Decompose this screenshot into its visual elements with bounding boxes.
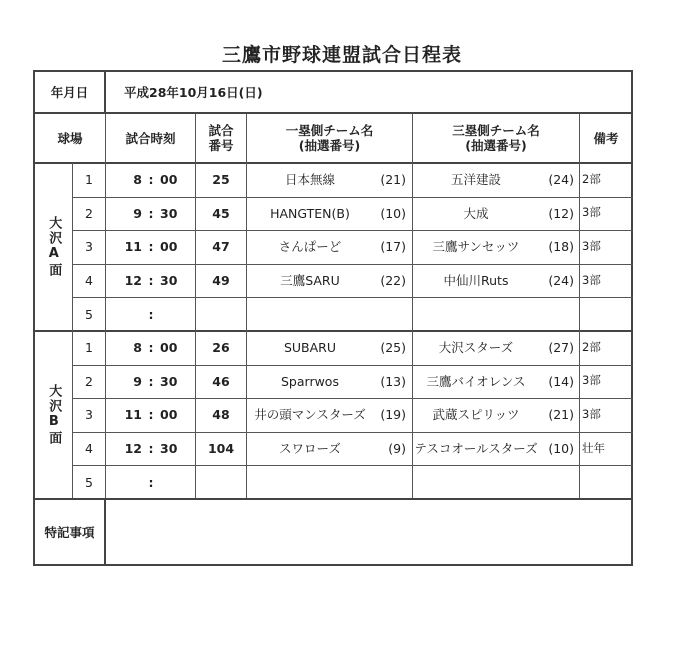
division-note: [582, 465, 630, 499]
match-number: 48: [212, 407, 230, 423]
match-number: 45: [212, 205, 230, 221]
third-base-team: テスコオールスターズ: [414, 441, 538, 457]
first-base-team: [250, 465, 370, 499]
start-minute: 00: [160, 407, 178, 423]
row-number: 4: [85, 441, 93, 457]
start-hour: 12: [124, 273, 142, 289]
division-note: 3部: [582, 373, 601, 388]
division-note: 壮年: [582, 440, 605, 455]
first-base-lot-number: (25): [380, 340, 406, 356]
match-number: [196, 297, 246, 331]
division-note: [582, 297, 630, 331]
header-third-base-line1: 三塁側チーム名: [452, 123, 540, 138]
start-minute: 00: [160, 239, 178, 255]
header-match-number: [196, 114, 246, 162]
remarks-label: 特記事項: [44, 524, 95, 540]
match-number: 104: [207, 441, 235, 457]
time-separator: :: [148, 407, 154, 423]
first-base-team: [250, 297, 370, 331]
start-hour: 11: [124, 407, 142, 423]
match-number: 26: [212, 340, 230, 356]
start-hour: 9: [133, 205, 142, 221]
time-separator: :: [148, 373, 154, 389]
division-note: 2部: [582, 171, 601, 186]
third-base-team: 大成: [463, 205, 489, 221]
start-minute: 30: [160, 441, 178, 457]
start-minute: 30: [160, 205, 178, 221]
first-base-team: 三鷹SARU: [280, 273, 340, 289]
start-minute: 00: [160, 340, 178, 356]
start-minute: 30: [160, 273, 178, 289]
time-separator: :: [148, 340, 154, 356]
first-base-team: スワローズ: [279, 441, 341, 457]
first-base-team: HANGTEN(B): [270, 205, 350, 221]
remarks-value: [110, 500, 630, 564]
venue-label: 大沢B面: [46, 383, 62, 446]
first-base-lot-number: (13): [380, 373, 406, 389]
header-first-base-team: [247, 114, 412, 162]
header-match-number-line1: 試合: [208, 123, 234, 138]
third-base-team: 五洋建設: [450, 172, 501, 188]
row-number: 3: [85, 407, 93, 423]
divider: [579, 113, 580, 498]
start-hour: [106, 465, 142, 499]
start-minute: [160, 465, 190, 499]
start-hour: 12: [124, 441, 142, 457]
third-base-lot-number: [538, 297, 574, 331]
row-number: 5: [85, 474, 93, 490]
row-number: 2: [85, 373, 93, 389]
document-title: 三鷹市野球連盟試合日程表: [221, 44, 462, 66]
time-separator: :: [148, 172, 154, 188]
header-first-base-line2: (抽選番号): [298, 138, 361, 153]
divider: [104, 70, 106, 114]
first-base-team: 井の頭マンスターズ: [254, 407, 366, 423]
third-base-team: [414, 297, 538, 331]
division-note: 3部: [582, 239, 601, 254]
row-number: 1: [85, 340, 93, 356]
first-base-team: さんぱーど: [278, 239, 342, 255]
third-base-lot-number: (21): [548, 407, 574, 423]
header-third-base-team: [413, 114, 579, 162]
third-base-team: 三鷹サンセッツ: [432, 239, 520, 255]
third-base-lot-number: (27): [548, 340, 574, 356]
division-note: 2部: [582, 339, 601, 354]
division-note: 3部: [582, 205, 601, 220]
time-separator: :: [148, 306, 154, 322]
time-separator: :: [148, 239, 154, 255]
time-separator: :: [148, 205, 154, 221]
third-base-team: 三鷹バイオレンス: [426, 373, 526, 389]
third-base-team: 中仙川Ruts: [443, 273, 509, 289]
time-separator: :: [148, 273, 154, 289]
first-base-lot-number: [370, 297, 406, 331]
first-base-lot-number: [370, 465, 406, 499]
first-base-lot-number: (21): [380, 172, 406, 188]
header-time: 試合時刻: [125, 130, 176, 146]
third-base-lot-number: (14): [548, 373, 574, 389]
row-number: 3: [85, 239, 93, 255]
first-base-team: SUBARU: [283, 340, 337, 356]
row-number: 1: [85, 172, 93, 188]
third-base-team: [414, 465, 538, 499]
first-base-lot-number: (17): [380, 239, 406, 255]
match-number: [196, 465, 246, 499]
first-base-lot-number: (10): [380, 205, 406, 221]
venue-label: 大沢A面: [46, 215, 62, 278]
time-separator: :: [148, 441, 154, 457]
third-base-lot-number: (12): [548, 205, 574, 221]
header-match-number-line2: 番号: [208, 138, 234, 153]
third-base-lot-number: (24): [548, 172, 574, 188]
first-base-lot-number: (9): [388, 441, 406, 457]
third-base-lot-number: [538, 465, 574, 499]
header-third-base-line2: (抽選番号): [465, 138, 527, 153]
third-base-lot-number: (24): [548, 273, 574, 289]
divider: [412, 113, 413, 498]
start-minute: [160, 297, 190, 331]
header-first-base-line1: 一塁側チーム名: [285, 123, 374, 138]
division-note: 3部: [582, 272, 601, 287]
third-base-lot-number: (18): [548, 239, 574, 255]
start-minute: 30: [160, 373, 178, 389]
match-number: 46: [212, 373, 230, 389]
start-hour: 11: [124, 239, 142, 255]
row-number: 2: [85, 205, 93, 221]
first-base-team: Sparrwos: [281, 373, 339, 389]
match-number: 49: [212, 273, 230, 289]
match-number: 25: [212, 172, 230, 188]
start-hour: 8: [133, 340, 142, 356]
division-note: 3部: [582, 407, 601, 422]
date-value: 平成28年10月16日(日): [124, 84, 263, 100]
third-base-team: 武蔵スピリッツ: [432, 407, 520, 423]
first-base-lot-number: (19): [380, 407, 406, 423]
match-number: 47: [212, 239, 230, 255]
divider: [104, 498, 106, 566]
row-number: 4: [85, 273, 93, 289]
start-minute: 00: [160, 172, 178, 188]
first-base-lot-number: (22): [380, 273, 406, 289]
third-base-lot-number: (10): [548, 441, 574, 457]
header-notes: 備考: [593, 130, 619, 146]
start-hour: 8: [133, 172, 142, 188]
start-hour: 9: [133, 373, 142, 389]
third-base-team: 大沢スターズ: [438, 340, 514, 356]
first-base-team: 日本無線: [284, 172, 335, 188]
date-label: 年月日: [50, 84, 89, 100]
row-number: 5: [85, 306, 93, 322]
divider: [246, 113, 247, 498]
start-hour: [106, 297, 142, 331]
time-separator: :: [148, 474, 154, 490]
header-venue: 球場: [57, 130, 83, 146]
